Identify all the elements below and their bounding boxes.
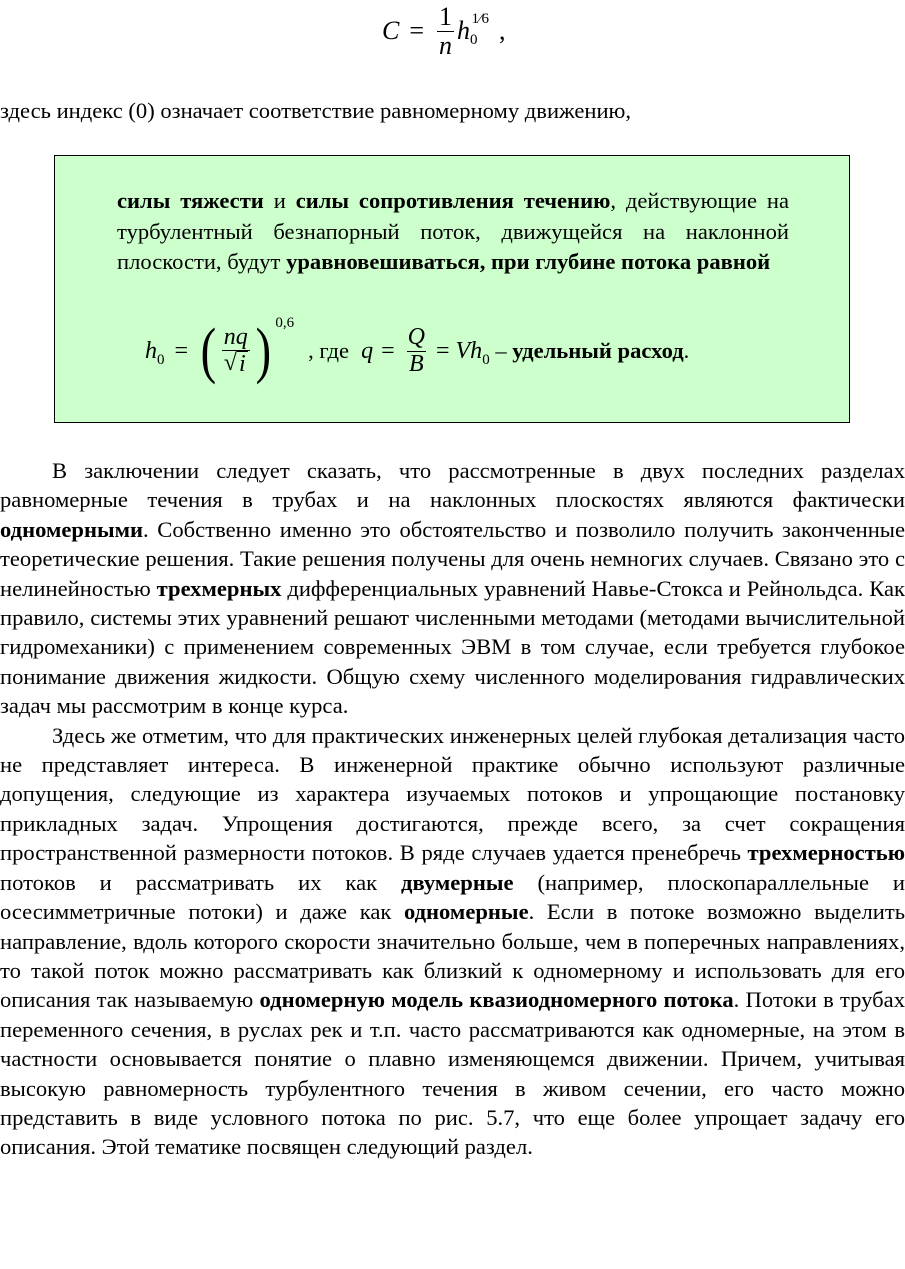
depth-fraction: nq √ i (223, 323, 248, 377)
formula-h-sub: 0 (470, 31, 478, 48)
highlight-box (54, 155, 850, 423)
depth-formula: h 0 = ( nq √ i ) 0,6 , где q = $\frac{Q}{B}$ = Vh 0 – удельный расход . (145, 314, 690, 385)
specific-discharge-label: удельный расход (512, 338, 684, 363)
paragraph-2: Здесь же отметим, что для практических инженерных целей глубокая детализация часто не представляет интереса. В инженерной практике обычно используют различные допущения, следующие из характера изучаемых потоков и упрощающие постановку прикладных задач. Упрощения достигаются, прежде всего, за счет сокращения пространственной размерности потоков. В ряде случаев удается пренебречь трехмерностью потоков и рассматривать их как двумерные (например, плоскопараллельные и осесимметричные потоки) и даже как одномерные. Если в потоке возможно выделить направление, вдоль которого скорости значительно больше, чем в поперечных направлениях, то такой поток можно рассматривать как близкий к одномерному и использовать для его описания так называемую одномерную модель квазиодномерного потока. Потоки в трубах переменного сечения, в руслах рек и т.п. часто рассматриваются как одномерные, на этом в частности основывается понятие о плавно изменяющемся движении. Причем, учитывая высокую равномерность турбулентного течения в живом сечении, его часто можно представить в виде условного потока по рис. 5.7, что еще более упрощает задачу его описания. Этой тематике посвящен следующий раздел. (0, 722, 905, 1160)
formula-c: C (382, 16, 400, 45)
formula-h: h (457, 16, 471, 45)
formula-comma: , (499, 16, 506, 45)
body-text (0, 456, 905, 1162)
chezy-formula (382, 0, 506, 62)
intro-line: здесь индекс (0) означает соответствие равномерному движению, (0, 98, 632, 123)
box-bold-gravity: силы тяжести (117, 188, 264, 213)
formula-equals: = (409, 16, 425, 45)
q-fraction: $\frac{Q}{B}$ (407, 324, 425, 377)
formula-fraction (437, 3, 454, 59)
box-bold-balance: уравновешиваться, при глубине потока равной (286, 249, 771, 274)
paragraph-1: В заключении следует сказать, что рассмотренные в двух последних разделах равномерные течения в трубах и на наклонных плоскостях являются фактически одномерными. Собственно именно это обстоятельство и позволило получить законченные теоретические решения. Такие решения получены для очень немногих случаев. Связано это с нелинейностью трехмерных дифференциальных уравнений Навье-Стокса и Рейнольдса. Как правило, системы этих уравнений решают численными методами (методами вычислительной гидромеханики) с применением современных ЭВМ в том случае, если требуется глубокое понимание движения жидкости. Общую схему численного моделирования гидравлических задач мы рассмотрим в конце курса. (0, 458, 905, 719)
sqrt-symbol: √ i (223, 350, 246, 377)
formula-denominator: n (439, 30, 453, 60)
formula-exponent: 1⁄6 (471, 10, 490, 27)
formula-numerator: 1 (439, 2, 453, 32)
box-bold-resistance: силы сопротивления течению (295, 188, 611, 213)
box-text: силы тяжести и силы сопротивления течению, действующие на турбулентный безнапорный поток, движущейся на наклонной плоскости, будут уравновешиваться, при глубине потока равной (117, 188, 790, 274)
